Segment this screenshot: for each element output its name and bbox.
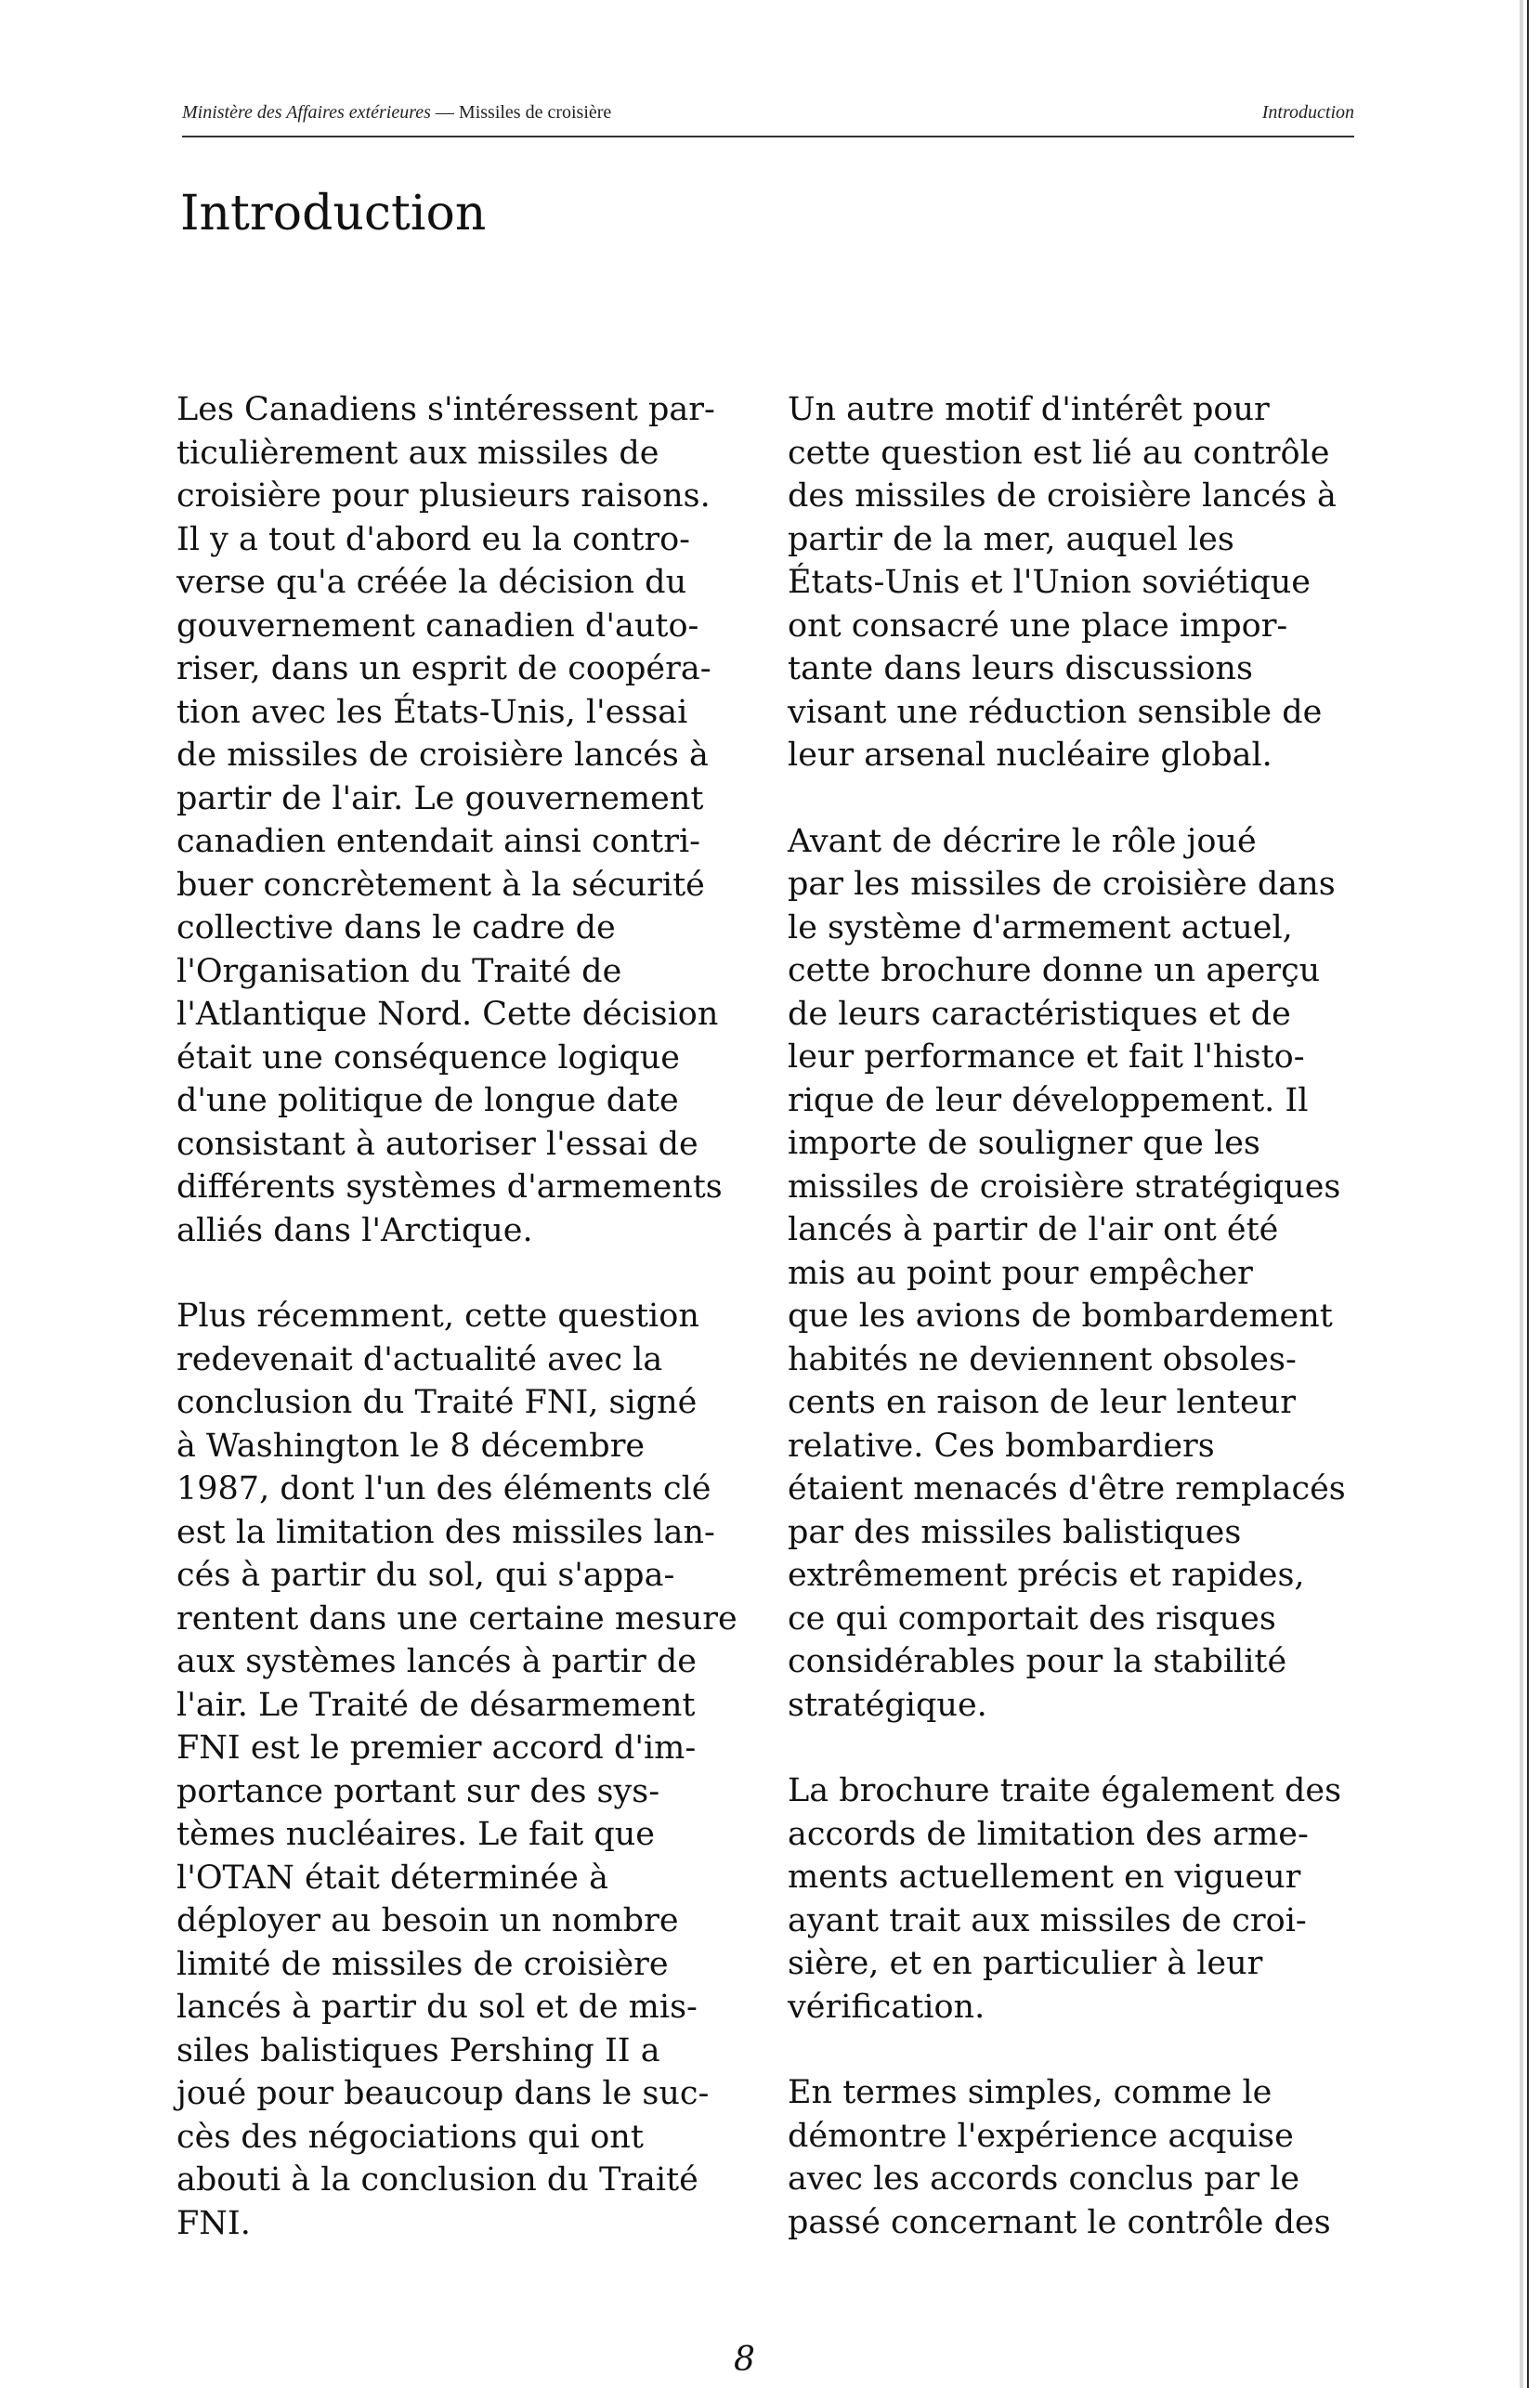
text-line: que les avions de bombardement	[788, 1298, 1333, 1335]
text-line: était une conséquence logique	[176, 1038, 681, 1077]
header-dash: —	[430, 102, 459, 123]
text-line: 1987, dont l'un des éléments clé	[176, 1470, 711, 1507]
text-line: déployer au besoin un nombre	[176, 1902, 679, 1939]
text-line: gouvernement canadien d'auto-	[176, 607, 699, 645]
text-line: par les missiles de croisière dans	[788, 866, 1336, 903]
text-line: cette question est lié au contrôle	[788, 434, 1330, 472]
text-line: tion avec les États-Unis, l'essai	[176, 693, 688, 731]
text-line: est la limitation des missiles lan-	[176, 1513, 715, 1551]
text-line: extrêmement précis et rapides,	[788, 1557, 1305, 1594]
text-line: passé concernant le contrôle des	[788, 2203, 1331, 2241]
text-line: Plus récemment, cette question	[176, 1298, 699, 1335]
text-line: aux systèmes lancés à partir de	[176, 1643, 697, 1680]
text-line: de leurs caractéristiques et de	[788, 995, 1291, 1033]
text-line: par des missiles balistiques	[788, 1513, 1242, 1551]
text-line: ont consacré une place impor-	[788, 607, 1288, 645]
right-column-paragraph	[788, 2071, 1364, 2244]
header-ministry: Ministère des Affaires extérieures	[182, 102, 431, 123]
text-line: démontre l'expérience acquise	[788, 2117, 1294, 2155]
text-line: siles balistiques Pershing II a	[176, 2031, 660, 2069]
text-line: l'OTAN était déterminée à	[176, 1859, 608, 1897]
text-line: alliés dans l'Arctique.	[176, 1211, 533, 1249]
text-line: cés à partir du sol, qui s'appa-	[176, 1557, 675, 1594]
page-edge-shadow	[1520, 0, 1523, 2388]
text-line: lancés à partir du sol et de mis-	[176, 1989, 698, 2026]
text-line: partir de la mer, auquel les	[788, 520, 1234, 558]
right-column-paragraph	[788, 388, 1364, 777]
text-line: ments actuellement en vigueur	[788, 1859, 1301, 1896]
text-line: l'air. Le Traité de désarmement	[176, 1686, 696, 1724]
left-column-paragraph	[176, 1295, 752, 2245]
header-subject: Missiles de croisière	[458, 102, 612, 123]
page-title: Introduction	[180, 186, 487, 241]
running-header	[182, 102, 1354, 130]
text-line: relative. Ces bombardiers	[788, 1427, 1215, 1465]
text-line: accords de limitation des arme-	[788, 1815, 1309, 1853]
text-line: tante dans leurs discussions	[788, 650, 1253, 687]
text-line: cès des négociations qui ont	[176, 2118, 644, 2156]
text-line: partir de l'air. Le gouvernement	[176, 779, 704, 817]
text-line: croisière pour plusieurs raisons.	[176, 477, 711, 515]
text-line: des missiles de croisière lancés à	[788, 477, 1337, 515]
header-rule	[182, 136, 1354, 137]
text-line: Un autre motif d'intérêt pour	[788, 391, 1270, 428]
right-column-paragraph	[788, 820, 1364, 1728]
text-line: consistant à autoriser l'essai de	[176, 1125, 698, 1163]
text-line: rique de leur développement. Il	[788, 1081, 1309, 1119]
text-line: redevenait d'actualité avec la	[176, 1340, 663, 1378]
text-line: États-Unis et l'Union soviétique	[788, 564, 1311, 601]
text-line: La brochure traite également des	[788, 1772, 1342, 1809]
running-header-left	[182, 102, 611, 124]
text-line: de missiles de croisière lancés à	[176, 737, 709, 774]
text-line: rentent dans une certaine mesure	[176, 1599, 737, 1638]
text-line: l'Organisation du Traité de	[176, 952, 622, 990]
text-line: portance portant sur des sys-	[176, 1772, 660, 1810]
text-line: Avant de décrire le rôle joué	[788, 822, 1257, 860]
text-line: leur performance et fait l'histo-	[788, 1038, 1305, 1076]
text-line: riser, dans un esprit de coopéra-	[176, 650, 711, 687]
text-line: stratégique.	[788, 1686, 987, 1724]
text-line: FNI.	[176, 2204, 251, 2242]
text-line: tèmes nucléaires. Le fait que	[176, 1816, 656, 1853]
text-line: mis au point pour empêcher	[788, 1254, 1253, 1292]
text-line: ce qui comportait des risques	[788, 1599, 1276, 1638]
text-line: étaient menacés d'être remplacés	[788, 1470, 1346, 1507]
text-line: vérification.	[788, 1988, 985, 2026]
text-line: conclusion du Traité FNI, signé	[176, 1384, 698, 1421]
text-line: avec les accords conclus par le	[788, 2160, 1300, 2198]
text-line: leur arsenal nucléaire global.	[788, 737, 1272, 774]
text-line: ticulièrement aux missiles de	[176, 434, 659, 472]
text-line: le système d'armement actuel,	[788, 908, 1293, 946]
text-line: Les Canadiens s'intéressent par-	[176, 391, 715, 428]
header-section-name: Introduction	[1261, 102, 1354, 123]
right-column-paragraph	[788, 1769, 1364, 2029]
page-edge-line	[1527, 0, 1529, 2388]
text-line: lancés à partir de l'air ont été	[788, 1211, 1279, 1248]
text-line: missiles de croisière stratégiques	[788, 1168, 1341, 1206]
text-line: verse qu'a créée la décision du	[176, 564, 687, 601]
text-line: FNI est le premier accord d'im-	[176, 1729, 697, 1767]
text-line: importe de souligner que les	[788, 1125, 1260, 1162]
text-line: ayant trait aux missiles de croi-	[788, 1901, 1307, 1939]
text-line: En termes simples, comme le	[788, 2074, 1272, 2111]
text-line: considérables pour la stabilité	[788, 1643, 1287, 1680]
text-line: joué pour beaucoup dans le suc-	[176, 2075, 710, 2112]
text-line: collective dans le cadre de	[176, 909, 616, 946]
text-line: abouti à la conclusion du Traité	[176, 2161, 698, 2199]
page-number: 8	[734, 2341, 755, 2379]
text-line: l'Atlantique Nord. Cette décision	[176, 996, 719, 1033]
text-line: Il y a tout d'abord eu la contro-	[176, 520, 691, 558]
left-column-paragraph	[176, 388, 752, 1252]
left-column	[176, 388, 752, 2245]
text-line: cette brochure donne un aperçu	[788, 952, 1321, 989]
text-line: canadien entendait ainsi contri-	[176, 823, 700, 860]
text-line: différents systèmes d'armements	[176, 1168, 723, 1206]
text-line: buer concrètement à la sécurité	[176, 866, 705, 904]
text-line: habités ne deviennent obsoles-	[788, 1340, 1297, 1378]
text-line: limité de missiles de croisière	[176, 1945, 669, 1983]
right-column	[788, 388, 1364, 2244]
text-line: visant une réduction sensible de	[788, 693, 1323, 731]
text-line: d'une politique de longue date	[176, 1082, 679, 1119]
text-line: à Washington le 8 décembre	[176, 1427, 646, 1465]
text-line: cents en raison de leur lenteur	[788, 1384, 1296, 1421]
text-line: sière, et en particulier à leur	[788, 1945, 1263, 1982]
